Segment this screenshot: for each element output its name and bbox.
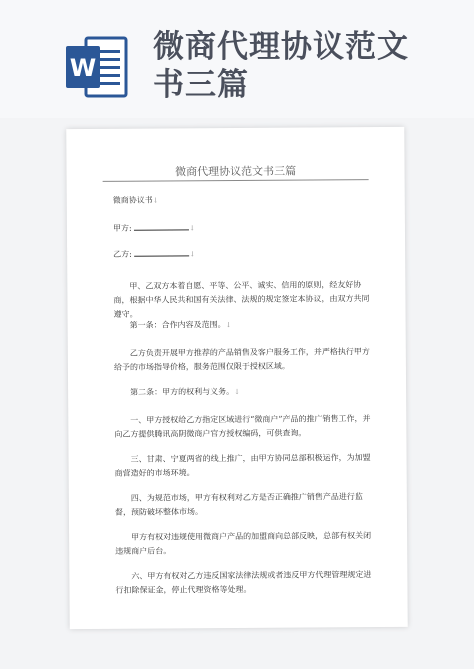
banner-title: 微商代理协议范文 书三篇	[153, 29, 409, 103]
item-6-paragraph: 六、甲方有权对乙方违反国家法律法规或者违反甲方代理管理规定进行扣除保证金，停止代理资格等处理。	[115, 570, 372, 595]
intro-paragraph: 甲、乙双方本着自愿、平等、公平、诚实、信用的原则，经友好协商，根据中华人民共和国有关法律、法规的规定签定本协议，由双方共同遵守。	[113, 280, 370, 319]
item-3-paragraph: 三、甘肃、宁夏两省的线上推广，由甲方协同总部积极运作，为加盟商营造好的市场环境。	[114, 453, 371, 478]
party-a-blank	[134, 220, 189, 230]
section-1-body: 乙方负责开展甲方推荐的产品销售及客户服务工作，并严格执行甲方给予的市场指导价格，服务范围仅限于授权区域。	[113, 347, 370, 372]
item-4b-paragraph: 甲方有权对违规使用微商户产品的加盟商向总部反映，总部有权关闭违规商户后台。	[115, 531, 372, 556]
document-heading: 微商协议书↓	[112, 195, 159, 205]
document-title: 微商代理协议范文书三篇	[175, 164, 297, 179]
document-page	[66, 127, 407, 629]
item-4-paragraph: 四、为规范市场，甲方有权利对乙方是否正确推广销售产品进行监督，预防破坏整体市场。	[114, 492, 363, 517]
section-2-title: 第二条：甲方的权利与义务。↓	[130, 387, 241, 397]
section-1-title: 第一条：合作内容及范围。↓	[129, 320, 232, 330]
svg-text:W: W	[69, 54, 97, 82]
item-1-paragraph: 一、甲方授权给乙方指定区域进行“微商户”产品的推广销售工作，并向乙方提供腾讯高阴微商户官方授权编码，可供查询。	[114, 414, 371, 439]
party-b-blank	[134, 246, 189, 256]
party-a-line: 甲方: ↓	[113, 219, 373, 235]
word-document-icon	[62, 32, 132, 102]
party-b-line: 乙方: ↓	[113, 245, 373, 261]
header-banner	[0, 0, 474, 118]
